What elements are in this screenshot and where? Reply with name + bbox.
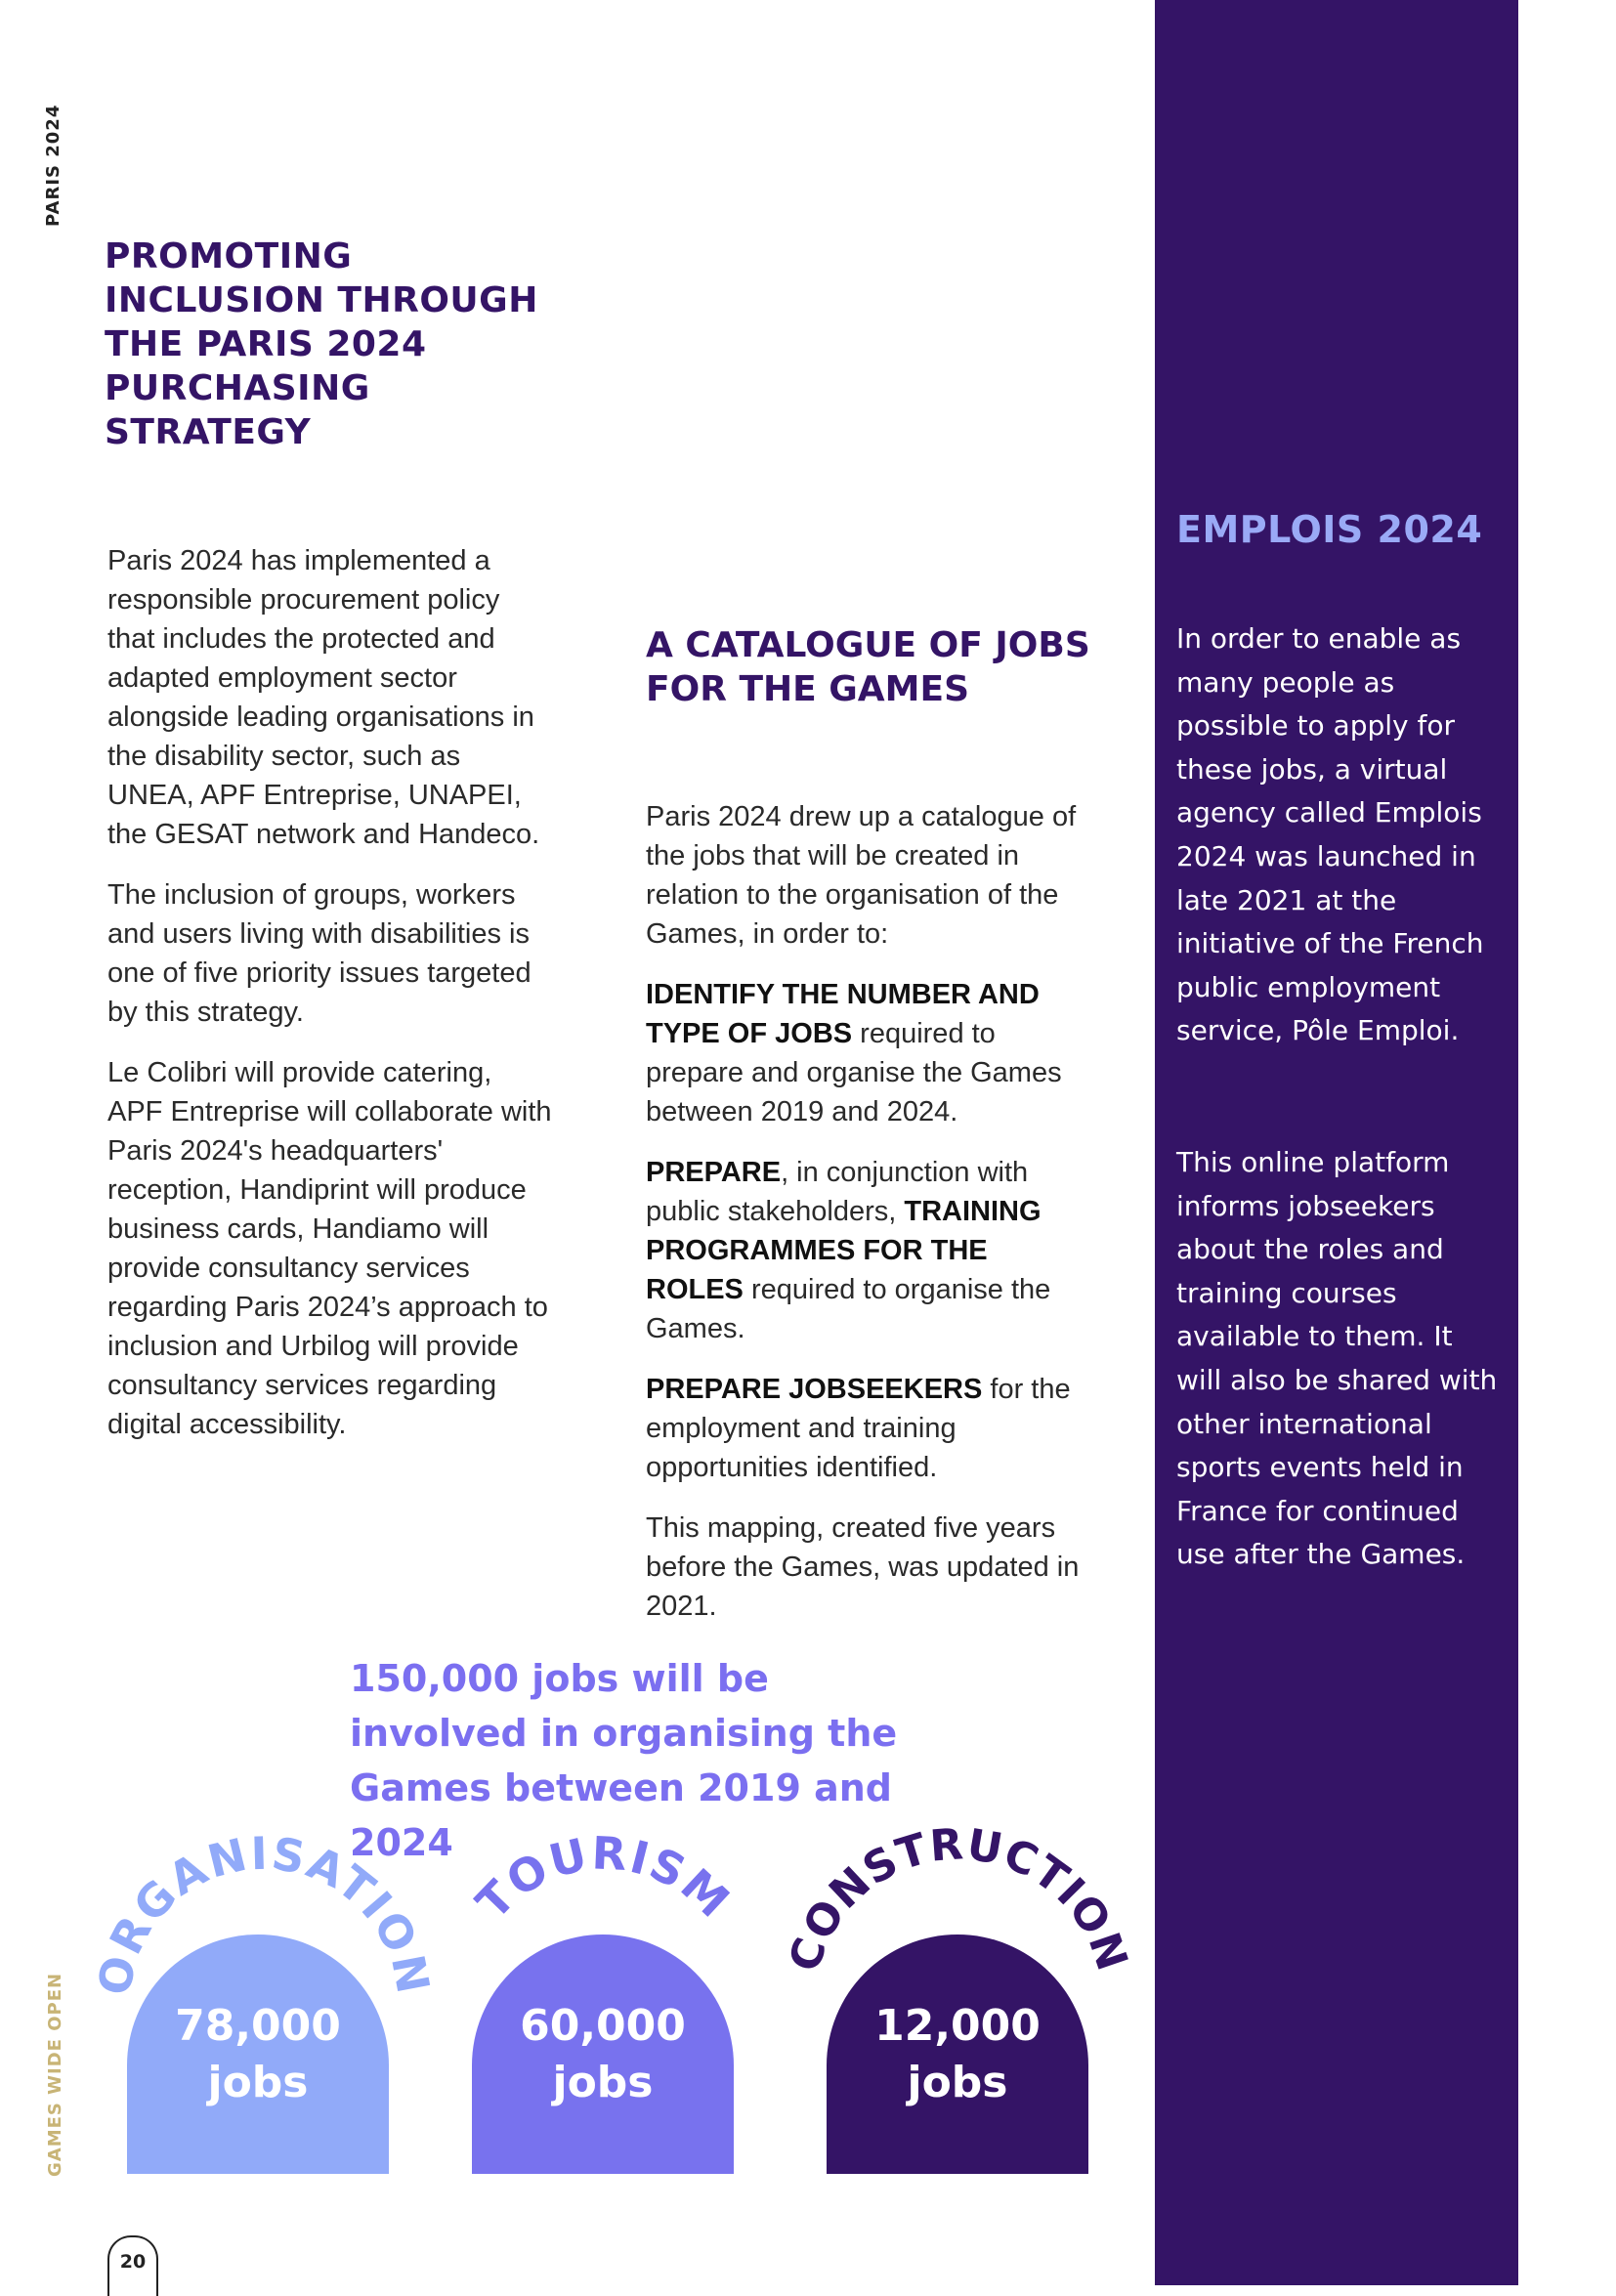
- stat-unit: jobs: [907, 2057, 1008, 2107]
- column-procurement: [107, 541, 552, 1466]
- side-label-top: PARIS 2024: [43, 104, 64, 227]
- stat-value: 60,000: [520, 2000, 686, 2051]
- stat-unit: jobs: [207, 2057, 309, 2107]
- sidebar-text-1: In order to enable as many people as possible to apply for these jobs, a virtual agency called Emplois 2024 was launched in late 2021 at the initiative of the French public employment service, Pôle Emploi.: [1176, 622, 1484, 1047]
- list-item: IDENTIFY THE NUMBER AND TYPE OF JOBS required to prepare and organise the Games between 2019 and 2024.: [646, 979, 1062, 1127]
- stat-value: 12,000: [874, 2000, 1041, 2051]
- list-item: PREPARE, in conjunction with public stakeholders, TRAINING PROGRAMMES FOR THE ROLES required to organise the Games.: [646, 1157, 1051, 1344]
- svg-text:CONSTRUCTION: CONSTRUCTION: [779, 1819, 1138, 1978]
- stat-value: 78,000: [175, 2000, 341, 2051]
- page-title: PROMOTING INCLUSION THROUGH THE PARIS 2024 PURCHASING STRATEGY: [105, 236, 538, 452]
- column-catalogue: [646, 797, 1085, 1647]
- list-item: PREPARE JOBSEEKERS for the employment and training opportunities identified.: [646, 1374, 1071, 1483]
- headline-stat: 150,000 jobs will be involved in organising the Games between 2019 and 2024: [350, 1657, 898, 1864]
- page-number: 20: [107, 2235, 158, 2296]
- paragraph: The inclusion of groups, workers and users living with disabilities is one of five priority issues targeted by this strategy.: [107, 879, 532, 1028]
- paragraph: Paris 2024 drew up a catalogue of the jobs that will be created in relation to the organisation of the Games, in order to:: [646, 801, 1077, 950]
- section-title: A CATALOGUE OF JOBS FOR THE GAMES: [646, 625, 1090, 709]
- paragraph: This mapping, created five years before the Games, was updated in 2021.: [646, 1512, 1080, 1622]
- stat-unit: jobs: [552, 2057, 654, 2107]
- sidebar-text-2: This online platform informs jobseekers about the roles and training courses available to them. It will also be shared with other international sports events held in France for continued use after the Games.: [1176, 1146, 1498, 1571]
- paragraph: Paris 2024 has implemented a responsible procurement policy that includes the protected and adapted employment sector alongside leading organisations in the disability sector, such as UNEA, APF Entreprise, UNAPEI, the GESAT network and Handeco.: [107, 545, 540, 850]
- paragraph: Le Colibri will provide catering, APF Entreprise will collaborate with Paris 2024's headquarters' reception, Handiprint will produce business cards, Handiamo will provide consultancy services regarding Paris 2024’s approach to inclusion and Urbilog will provide consultancy services regarding digital accessibility.: [107, 1057, 552, 1440]
- sidebar-title: EMPLOIS 2024: [1176, 508, 1483, 551]
- svg-text:ORGANISATION: ORGANISATION: [87, 1826, 441, 2000]
- side-label-bottom: GAMES WIDE OPEN: [45, 1972, 65, 2177]
- svg-text:TOURISM: TOURISM: [465, 1826, 742, 1930]
